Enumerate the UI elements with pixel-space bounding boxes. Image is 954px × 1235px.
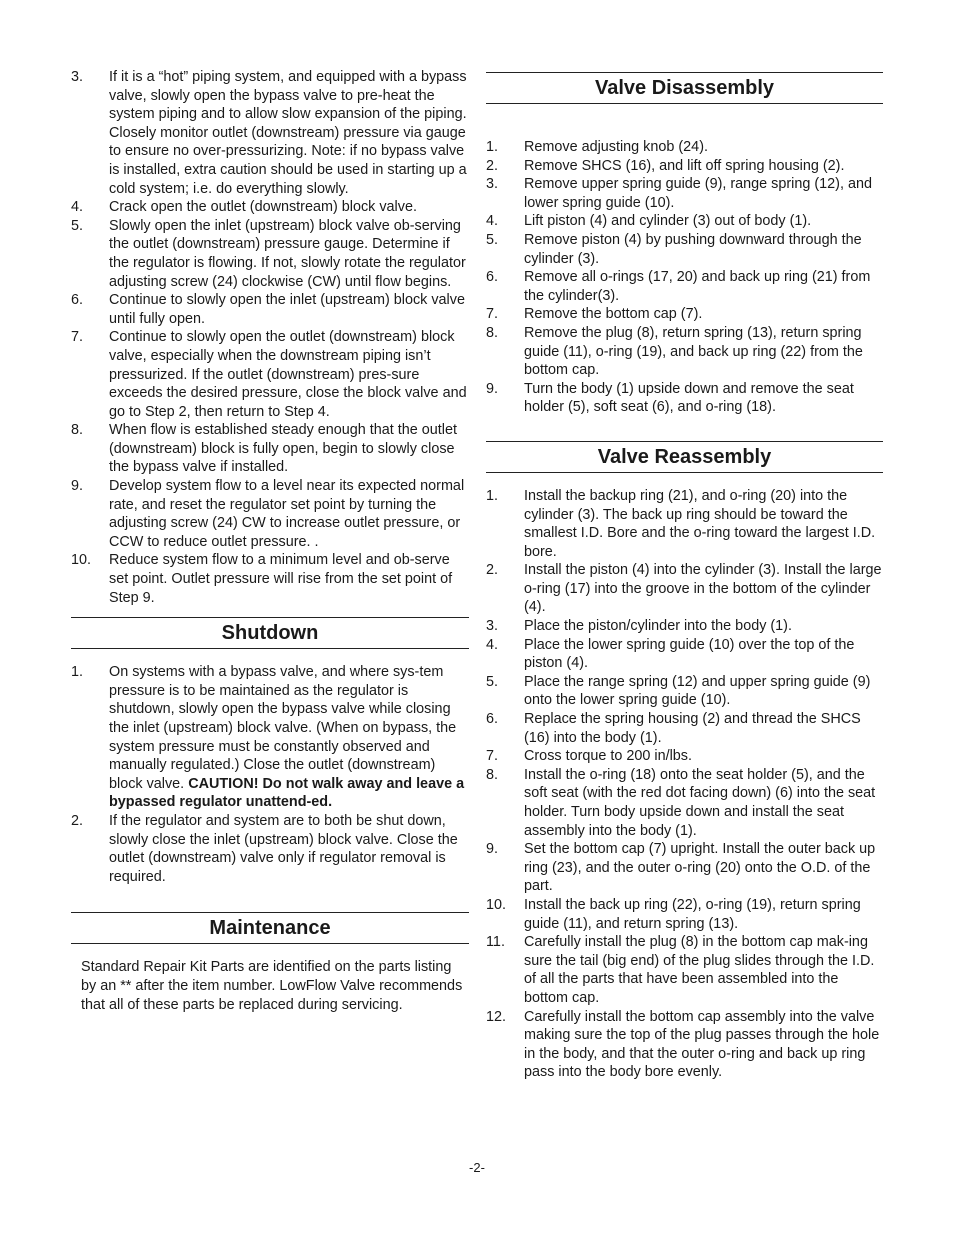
list-item: 12. Carefully install the bottom cap assembly into the valve making sure the top of the plug passes through the hole in the body, and that the outer o-ring and back up ring pass into the body bore evenly.: [486, 1008, 880, 1081]
maintenance-heading: Maintenance: [71, 912, 469, 944]
valve-disassembly-heading: Valve Disassembly: [486, 72, 883, 104]
list-item: 3. If it is a “hot” piping system, and equipped with a bypass valve, slowly open the bypass valve to pre-heat the system piping and to allow slow expansion of the piping. Closely monitor outlet (downstream) pressure via gauge to ensure no over-pressurizing. Note: if no bypass valve is installed, extra caution should be used in starting up a cold system; i.e. do everything slowly.: [71, 69, 467, 197]
list-item: 8. Install the o-ring (18) onto the seat holder (5), and the soft seat (with the red dot facing down) (6) into the seat holder. Turn body upside down and install the seat assembly into the body (1).: [486, 766, 876, 839]
list-item: 1. Remove adjusting knob (24).: [486, 139, 708, 155]
page-number: -2-: [469, 1160, 485, 1175]
list-item: 4. Lift piston (4) and cylinder (3) out of body (1).: [486, 213, 812, 230]
list-item: 1. On systems with a bypass valve, and where sys-tem pressure is to be maintained as the regulator is shutdown, slowly open the bypass valve while closing the inlet (upstream) block valve. (When on bypass, the system pressure must be constantly observed and manually regulated.) Close the outlet (downstream) block valve. CAUTION! Do not walk away and leave a bypassed regulator unattend-ed.: [71, 664, 465, 811]
shutdown-steps-list: [71, 663, 469, 886]
disassembly-steps-list: [486, 138, 883, 417]
list-item: 3. Remove upper spring guide (9), range spring (12), and lower spring guide (10).: [486, 176, 872, 211]
list-item: 1. Install the backup ring (21), and o-ring (20) into the cylinder (3). The back up ring should be toward the smallest I.D. Bore and the o-ring toward the largest I.D. bore.: [486, 487, 876, 560]
list-item: 9. Turn the body (1) upside down and remove the seat holder (5), soft seat (6), and o-ring (18).: [486, 380, 854, 416]
right-column: [486, 72, 883, 1082]
list-item: 10. Reduce system flow to a minimum level and ob-serve set point. Outlet pressure will rise from the set point of Step 9.: [71, 552, 453, 606]
list-item: 9. Develop system flow to a level near its expected normal rate, and reset the regulator set point by turning the adjusting screw (24) CW to increase outlet pressure, or CCW to reduce outlet pressure. .: [71, 478, 465, 550]
list-item: 4. Place the lower spring guide (10) over the top of the piston (4).: [486, 636, 855, 672]
list-item: 7. Remove the bottom cap (7).: [486, 306, 703, 323]
valve-reassembly-heading: Valve Reassembly: [486, 441, 883, 473]
list-item: 7. Cross torque to 200 in/lbs.: [486, 748, 692, 765]
list-item: 5. Slowly open the inlet (upstream) block valve ob-serving the outlet (downstream) pressure gauge. Determine if the regulator is flowing. If not, slowly rotate the regulator adjusting screw (24) clockwise (CW) until flow begins.: [71, 217, 466, 290]
caution-text: CAUTION! Do not walk away and leave a bypassed regulator unattend-ed.: [109, 775, 465, 811]
list-item: 7. Continue to slowly open the outlet (downstream) block valve, especially when the downstream piping isn’t pressurized. If the outlet (downstream) pres-sure exceeds the desired pressure, close the block valve and go to Step 2, then return to Step 4.: [71, 329, 467, 420]
list-item: 5. Place the range spring (12) and upper spring guide (9) onto the lower spring guide (10).: [486, 673, 871, 709]
list-item: 3. Place the piston/cylinder into the body (1).: [486, 618, 792, 635]
list-item: 2. Install the piston (4) into the cylinder (3). Install the large o-ring (17) into the groove in the bottom of the cylinder (4).: [486, 562, 882, 616]
list-item: 9. Set the bottom cap (7) upright. Install the outer back up ring (23), and the outer o-ring (20) onto the O.D. of the part.: [486, 841, 876, 895]
list-item: 5. Remove piston (4) by pushing downward through the cylinder (3).: [486, 231, 862, 267]
list-item: 2. If the regulator and system are to both be shut down, slowly close the inlet (upstream) block valve. Close the outlet (downstream) valve only if regulator removal is required.: [71, 812, 458, 885]
maintenance-paragraph: Standard Repair Kit Parts are identified on the parts listing by an ** after the item number. LowFlow Valve recommends that all of these parts be replaced during servicing.: [81, 959, 463, 1013]
list-item: 8. Remove the plug (8), return spring (13), return spring guide (11), o-ring (19), and back up ring (22) from the bottom cap.: [486, 324, 863, 379]
list-item: 8. When flow is established steady enough that the outlet (downstream) block is fully open, begin to slowly close the bypass valve if installed.: [71, 422, 457, 476]
list-item: 6. Remove all o-rings (17, 20) and back up ring (21) from the cylinder(3).: [486, 269, 871, 304]
left-column: [71, 68, 469, 1014]
list-item: 10. Install the back up ring (22), o-ring (19), return spring guide (11), and return spring (13).: [486, 896, 861, 932]
list-item: 6. Replace the spring housing (2) and thread the SHCS (16) into the body (1).: [486, 711, 861, 746]
shutdown-heading: Shutdown: [71, 617, 469, 649]
list-item: 4. Crack open the outlet (downstream) block valve.: [71, 199, 417, 216]
list-item: 11. Carefully install the plug (8) in the bottom cap mak-ing sure the tail (big end) of the plug slides through the I.D. of all the parts that have been assembled into the bottom cap.: [486, 934, 875, 1006]
list-item: 6. Continue to slowly open the inlet (upstream) block valve until fully open.: [71, 292, 465, 327]
list-item: 2. Remove SHCS (16), and lift off spring housing (2).: [486, 157, 845, 174]
reassembly-steps-list: [486, 487, 883, 1082]
startup-steps-list: [71, 68, 469, 607]
